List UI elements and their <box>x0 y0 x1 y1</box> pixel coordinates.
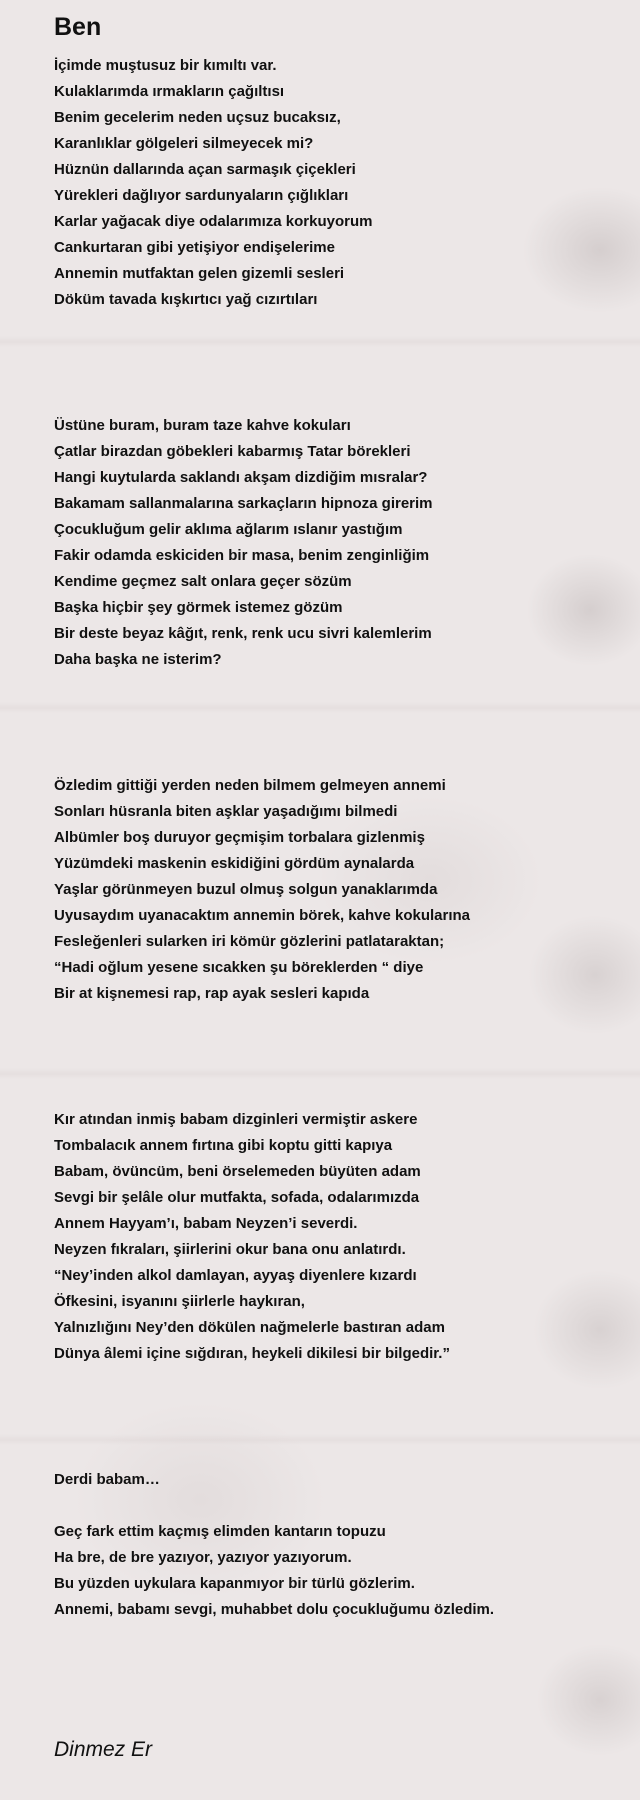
poem-line: Sevgi bir şelâle olur mutfakta, sofada, odalarımızda <box>54 1189 420 1206</box>
poem-line: Geç fark ettim kaçmış elimden kantarın topuzu <box>54 1523 386 1540</box>
poem-line: Bir deste beyaz kâğıt, renk, renk ucu sivri kalemlerim <box>54 625 432 642</box>
poem-line: İçimde muştusuz bir kımıltı var. <box>54 57 277 74</box>
poem-line: Derdi babam… <box>54 1471 160 1488</box>
poem-line: Yüzümdeki maskenin eskidiğini gördüm aynalarda <box>54 855 415 872</box>
poem-container <box>54 0 624 1623</box>
poem-line <box>54 1493 624 1519</box>
author-name: Dinmez Er <box>54 1738 153 1761</box>
poem-line: Hangi kuytularda saklandı akşam dizdiğim mısralar? <box>54 469 428 486</box>
poem-line: Annemi, babamı sevgi, muhabbet dolu çocukluğumu özledim. <box>54 1601 495 1618</box>
poem-line: Bir at kişnemesi rap, rap ayak sesleri kapıda <box>54 985 370 1002</box>
stanza-2 <box>54 413 624 673</box>
poem-line: Dünya âlemi içine sığdıran, heykeli dikilesi bir bilgedir.” <box>54 1345 450 1362</box>
poem-line: Babam, övüncüm, beni örselemeden büyüten adam <box>54 1163 421 1180</box>
poem-line: “Ney’inden alkol damlayan, ayyaş diyenlere kızardı <box>54 1267 417 1284</box>
poem-line: Öfkesini, isyanını şiirlerle haykıran, <box>54 1293 305 1310</box>
poem-line: Üstüne buram, buram taze kahve kokuları <box>54 417 351 434</box>
stanza-gap <box>54 673 624 773</box>
poem-line: Uyusaydım uyanacaktım annemin börek, kahve kokularına <box>54 907 471 924</box>
poem-line: Ha bre, de bre yazıyor, yazıyor yazıyorum. <box>54 1549 352 1566</box>
poem-line: Cankurtaran gibi yetişiyor endişelerime <box>54 239 335 256</box>
poem-line: Annem Hayyam’ı, babam Neyzen’i severdi. <box>54 1215 358 1232</box>
poem-line: Daha başka ne isterim? <box>54 651 222 668</box>
poem-line: Hüznün dallarında açan sarmaşık çiçekleri <box>54 161 356 178</box>
poem-line: Fakir odamda eskiciden bir masa, benim zenginliğim <box>54 547 430 564</box>
poem-line: Bakamam sallanmalarına sarkaçların hipnoza girerim <box>54 495 433 512</box>
stanza-1 <box>54 53 624 313</box>
poem-line: Özledim gittiği yerden neden bilmem gelmeyen annemi <box>54 777 446 794</box>
poem-line: Yalnızlığını Ney’den dökülen nağmelerle bastıran adam <box>54 1319 445 1336</box>
poem-title: Ben <box>54 13 102 41</box>
poem-line: Kulaklarımda ırmakların çağıltısı <box>54 83 285 100</box>
poem-line: Çocukluğum gelir aklıma ağlarım ıslanır yastığım <box>54 521 403 538</box>
poem-body <box>54 53 624 1623</box>
poem-line: Yaşlar görünmeyen buzul olmuş solgun yanaklarımda <box>54 881 438 898</box>
stanza-gap <box>54 1007 624 1107</box>
poem-line: Neyzen fıkraları, şiirlerini okur bana onu anlatırdı. <box>54 1241 406 1258</box>
stanza-gap <box>54 313 624 413</box>
poem-line: Sonları hüsranla biten aşklar yaşadığımı bilmedi <box>54 803 398 820</box>
stanza-4 <box>54 1107 624 1367</box>
poem-line: Kır atından inmiş babam dizginleri vermiştir askere <box>54 1111 418 1128</box>
poem-line: Albümler boş duruyor geçmişim torbalara gizlenmiş <box>54 829 425 846</box>
poem-line: Karanlıklar gölgeleri silmeyecek mi? <box>54 135 314 152</box>
poem-line: Fesleğenleri sularken iri kömür gözlerini patlataraktan; <box>54 933 445 950</box>
poem-line: “Hadi oğlum yesene sıcakken şu böreklerden “ diye <box>54 959 424 976</box>
poem-line: Kendime geçmez salt onlara geçer sözüm <box>54 573 352 590</box>
poem-line: Benim gecelerim neden uçsuz bucaksız, <box>54 109 341 126</box>
poem-line: Döküm tavada kışkırtıcı yağ cızırtıları <box>54 291 318 308</box>
poem-line: Bu yüzden uykulara kapanmıyor bir türlü gözlerim. <box>54 1575 415 1592</box>
poem-line: Çatlar birazdan göbekleri kabarmış Tatar börekleri <box>54 443 411 460</box>
poem-line: Tombalacık annem fırtına gibi koptu gitti kapıya <box>54 1137 393 1154</box>
stanza-gap <box>54 1367 624 1467</box>
poem-line: Yürekleri dağlıyor sardunyaların çığlıkları <box>54 187 349 204</box>
stanza-5 <box>54 1467 624 1623</box>
poem-line: Karlar yağacak diye odalarımıza korkuyorum <box>54 213 373 230</box>
stanza-3 <box>54 773 624 1007</box>
poem-line: Annemin mutfaktan gelen gizemli sesleri <box>54 265 345 282</box>
poem-line: Başka hiçbir şey görmek istemez gözüm <box>54 599 343 616</box>
